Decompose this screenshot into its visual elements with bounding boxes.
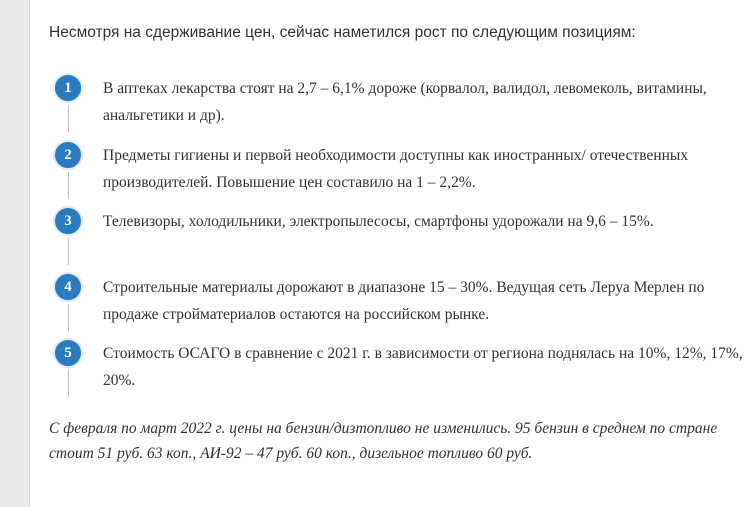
list-connector-line bbox=[68, 370, 69, 397]
list-item bbox=[30, 70, 754, 136]
list-item-text: Предметы гигиены и первой необходимости доступны как иностранных/ отечественных производителей. Повышение цен составило на 1 – 2,2%. bbox=[103, 147, 689, 191]
intro-paragraph: Несмотря на сдерживание цен, сейчас наметился рост по следующим позициям: bbox=[49, 24, 636, 41]
list-item-text: Телевизоры, холодильники, электропылесосы, смартфоны удорожали на 9,6 – 15%. bbox=[103, 213, 654, 230]
list-item-text: Строительные материалы дорожают в диапазоне 15 – 30%. Ведущая сеть Леруа Мерлен по продаже стройматериалов остаются на российском рынке. bbox=[103, 279, 705, 323]
list-connector-line bbox=[68, 238, 69, 265]
list-item bbox=[30, 137, 754, 203]
list-number-badge: 3 bbox=[53, 206, 83, 236]
outro-paragraph: С февраля по март 2022 г. цены на бензин/дизтопливо не изменились. 95 бензин в среднем по стране стоит 51 руб. 63 коп., АИ-92 – 47 руб. 60 коп., дизельное топливо 60 руб. bbox=[49, 420, 718, 462]
list-connector-line bbox=[68, 105, 69, 132]
list-number-badge: 1 bbox=[53, 73, 83, 103]
list-item bbox=[30, 203, 754, 269]
list-number-badge: 5 bbox=[53, 338, 83, 368]
list-connector-line bbox=[68, 172, 69, 199]
list-connector-line bbox=[68, 304, 69, 331]
list-item bbox=[30, 269, 754, 335]
list-item bbox=[30, 335, 754, 401]
list-number-badge: 2 bbox=[53, 140, 83, 170]
list-item-text: В аптеках лекарства стоят на 2,7 – 6,1% дороже (корвалол, валидол, левомеколь, витамины, анальгетики и др). bbox=[103, 80, 707, 124]
list-number-badge: 4 bbox=[53, 272, 83, 302]
list-item-text: Стоимость ОСАГО в сравнение с 2021 г. в зависимости от региона поднялась на 10%, 12%, 17%, 20%. bbox=[103, 345, 743, 389]
article-page bbox=[29, 0, 754, 507]
